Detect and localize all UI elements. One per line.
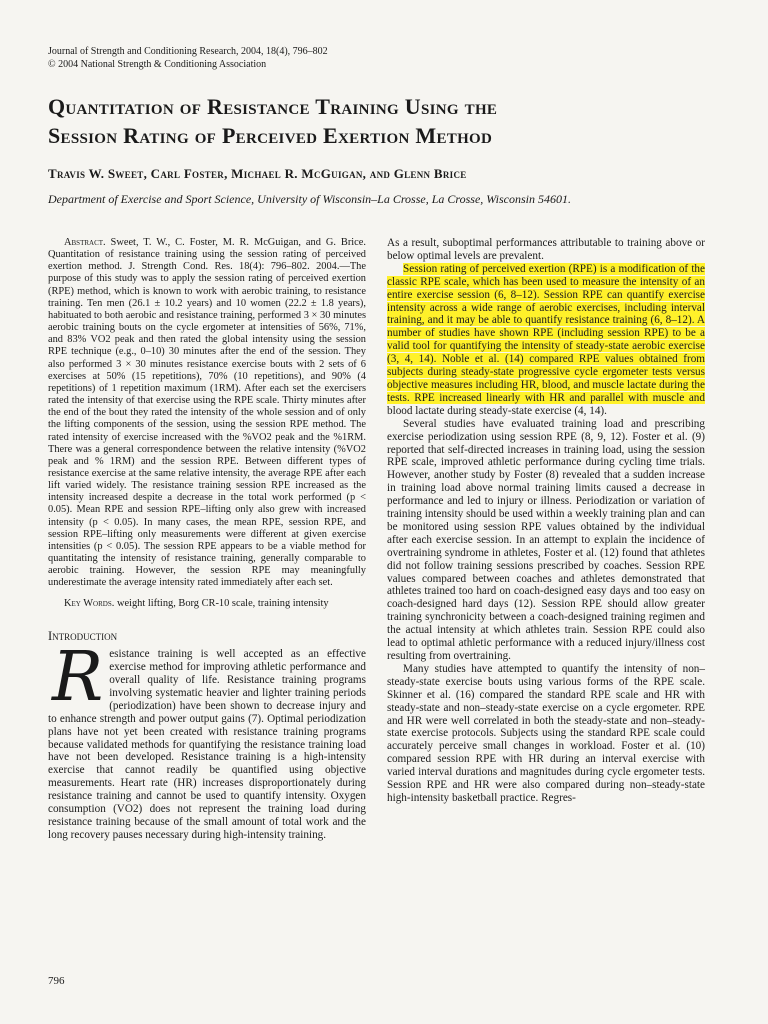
paragraph-1: As a result, suboptimal performances attributable to training above or below optimal levels are prevalent.	[387, 237, 705, 262]
paragraph-4: Many studies have attempted to quantify the intensity of non–steady-state exercise bouts using various forms of the RPE scale. Skinner et al. (16) compared the standard RPE scale and HR with steady-state and non–steady-state exercise on a cycle ergometer. RPE and HR were well correlated in both the steady-state and non–steady-state exercise protocols. Subjects using the standard RPE scale could accurately perceive small changes in workload. Foster et al. (10) compared session RPE with HR during an interval exercise with varied interval durations and magnitudes during cycle ergometer tests. Session RPE and HR were also compared during non–steady-state high-intensity basketball practice. Regres-	[387, 662, 705, 804]
paragraph-2	[387, 263, 705, 418]
key-words-text: weight lifting, Borg CR-10 scale, training intensity	[116, 597, 329, 609]
introduction-heading: Introduction	[48, 628, 118, 643]
introduction-text: esistance training is well accepted as an effective exercise method for improving athletic performance and overall quality of life. Resistance training programs involving systematic heavier and lighter training periods (periodization) have been shown to decrease injury and to enhance strength and power output gains (7). Optimal periodization plans have not yet been created with resistance training programs because validated methods for quantifying the resistance training load have not been developed. Resistance training is a high-intensity exercise that cannot readily be quantified using objective measurements. Heart rate (HR) increases disproportionately during resistance training and cannot be used to quantify intensity. Oxygen consumption (VO2) does not represent the training load during resistance training because of the small amount of total work and the long recovery pauses necessary during high-intensity training.	[48, 647, 366, 842]
left-column	[48, 237, 366, 842]
introduction-body	[48, 637, 366, 842]
title-line-1: Quantitation of Resistance Training Using the	[48, 94, 498, 119]
key-words-label: Key Words.	[64, 597, 115, 609]
article-title	[48, 92, 728, 150]
abstract	[48, 237, 366, 590]
journal-citation: Journal of Strength and Conditioning Research, 2004, 18(4), 796–802	[48, 46, 328, 57]
page-number: 796	[48, 975, 65, 987]
highlighted-text[interactable]: Session rating of perceived exertion (RPE) is a modification of the classic RPE scale, which has been used to measure the intensity of an entire exercise session (6, 8–12). Session RPE can quantify exercise intensity across a wide range of aerobic exercises, including interval training, and it may be able to quantify resistance training (6, 8–12). A number of studies have shown RPE (including session RPE) to be a valid tool for quantifying the intensity of steady-state aerobic exercise (3, 4, 14). Noble et al. (14) compared RPE values obtained from subjects during steady-state progressive cycle ergometer tests versus objective measures including HR, blood, and muscle lactate during the tests. RPE increased linearly with HR and parallel with muscle and	[387, 262, 705, 404]
authors: Travis W. Sweet, Carl Foster, Michael R. McGuigan, and Glenn Brice	[48, 166, 467, 181]
paragraph-3: Several studies have evaluated training load and prescribing exercise periodization using session RPE (8, 9, 12). Foster et al. (9) reported that self-directed increases in training load, using the session RPE scale, improved athletic performance during cycling time trials. However, another study by Foster (8) revealed that a sudden increase in training load above normal training limits caused a decrease in performance and led to injury or illness. Periodization or variation of training intensity should be used within a weekly training plan and can be monitored using session RPE values obtained by the individual after each exercise session. In an attempt to explain the incidence of overtraining syndrome in athletes, Foster et al. (12) found that athletes did not follow training sessions prescribed by coaches. Session RPE values compared between coaches and athletes demonstrated that athletes trained too hard on coach-designed easy days and too easy on coach-designed hard days (12). Session RPE should allow greater training synchronicity between a coach-designed training regimen and the actual intensity at which athletes train. Session RPE could also lead to optimal athletic performance with a reduced injury/illness cost resulting from overtraining.	[387, 417, 705, 662]
abstract-text: Sweet, T. W., C. Foster, M. R. McGuigan, and G. Brice. Quantitation of resistance training using the session rating of perceived exertion method. J. Strength Cond. Res. 18(4): 796–802. 2004.—The purpose of this study was to apply the session rating of perceived exertion (RPE) method, which is known to work with aerobic training, to resistance training. Ten men (26.1 ± 10.2 years) and 10 women (22.2 ± 1.8 years), habituated to both aerobic and resistance training, performed 3 × 30 minutes aerobic training bouts on the cycle ergometer at intensities of 56%, 71%, and 83% VO2 peak and then rated the global intensity using the session RPE technique (e.g., 0–10) 30 minutes after the end of the session. They also performed 3 × 30 minutes resistance exercise bouts with 2 sets of 6 exercises at 50% (15 repetitions), 70% (10 repetitions), and 90% (4 repetitions) of 1 repetition maximum (1RM). After each set the exercisers rated the intensity of that exercise using the RPE scale. Thirty minutes after the end of the bout they rated the intensity of the whole session and of only the lifting components of the session, using the session RPE method. The rated intensity of exercise increased with the %VO2 peak and the %1RM. There was a general correspondence between the relative intensity (%VO2 peak and % 1RM) and the session RPE. Between different types of resistance exercise at the same relative intensity, the average RPE after each lift varied widely. The resistance training session RPE increased as the intensity increased despite a decrease in the total work performed (p < 0.05). Mean RPE and session RPE–lifting only also grew with increased intensity (p < 0.05). In many cases, the mean RPE, session RPE, and session RPE–lifting only measurements were different at given exercise intensities (p < 0.05). The session RPE appears to be a viable method for quantitating the intensity of resistance training, generally comparable to aerobic training. However, the session RPE may meaningfully underestimate the average intensity rated immediately after each set.	[48, 237, 366, 589]
right-column	[387, 237, 705, 805]
journal-header	[48, 45, 328, 71]
paragraph-2-rest: blood lactate during steady-state exercise (4, 14).	[387, 404, 607, 417]
affiliation: Department of Exercise and Sport Science, University of Wisconsin–La Crosse, La Crosse, Wisconsin 54601.	[48, 192, 571, 206]
drop-cap: R	[52, 637, 104, 717]
copyright: © 2004 National Strength & Conditioning Association	[48, 59, 267, 70]
key-words	[48, 598, 366, 610]
title-line-2: Session Rating of Perceived Exertion Method	[48, 123, 493, 148]
abstract-label: Abstract.	[64, 237, 106, 248]
